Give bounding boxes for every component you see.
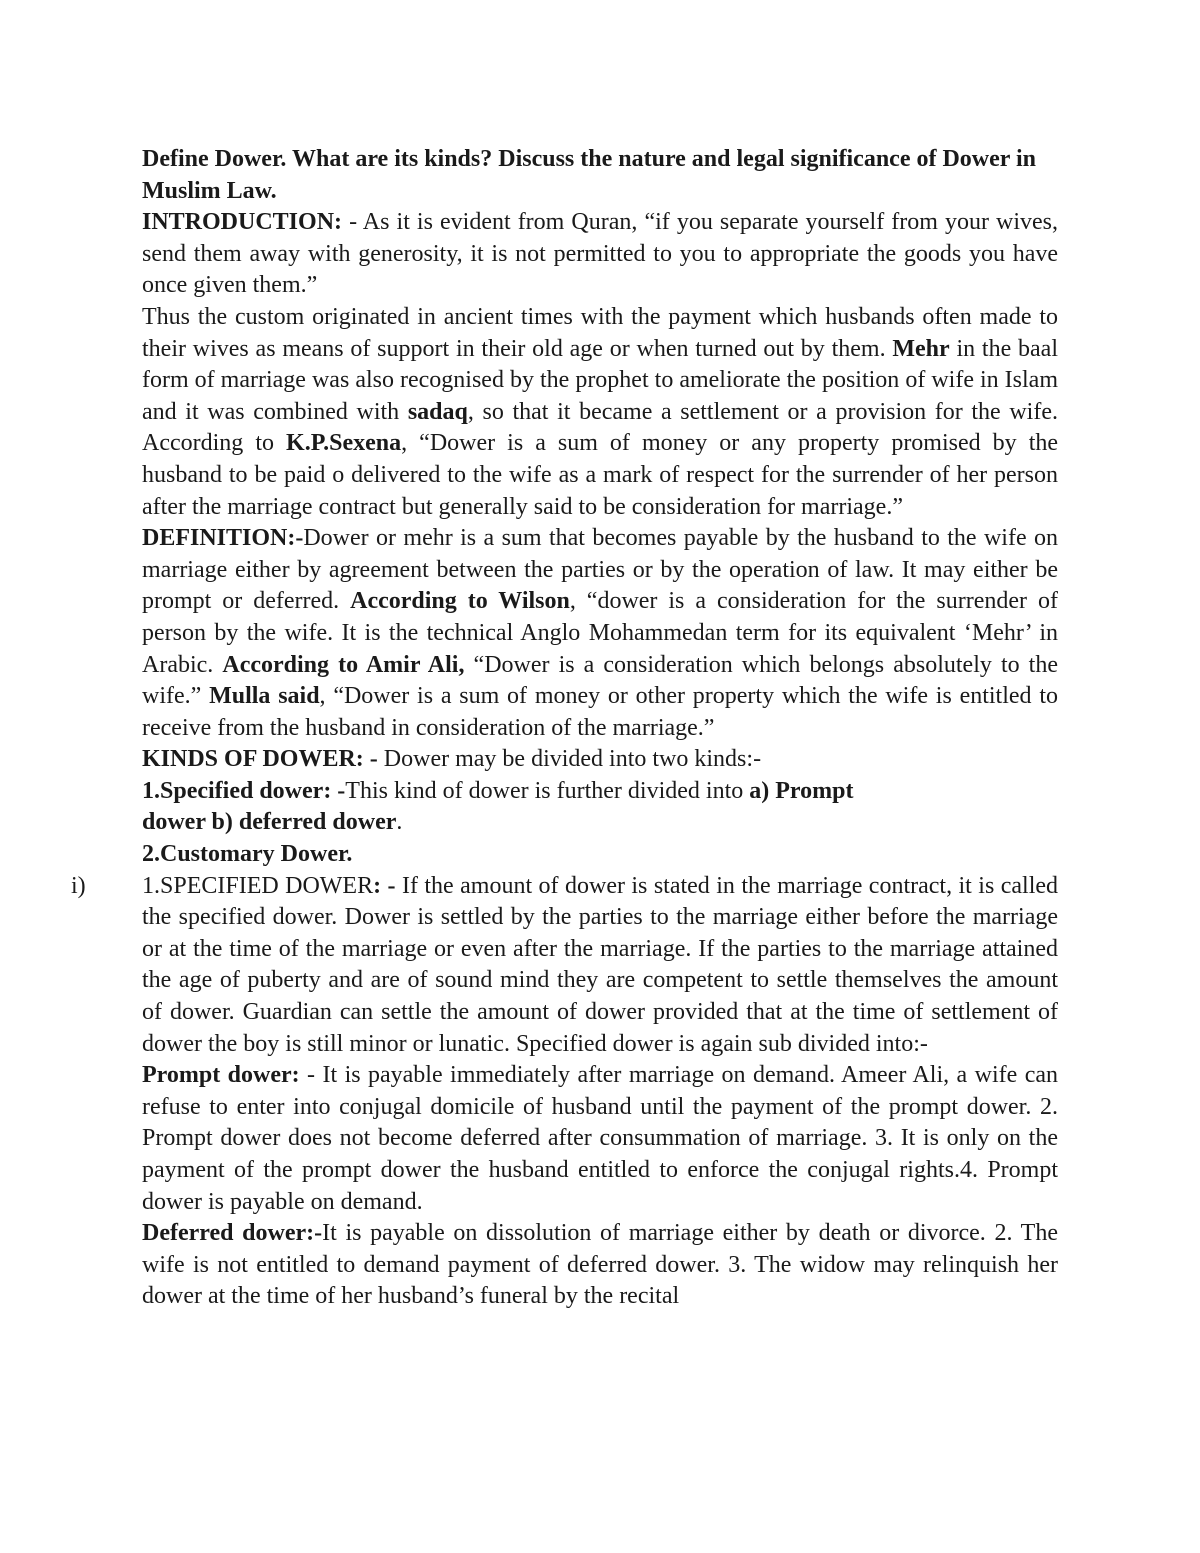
title-text: Define Dower. What are its kinds? Discuss the nature and legal significance of Dower in Muslim Law. [142, 146, 1037, 204]
list-marker: i) [71, 872, 86, 899]
document-body [71, 144, 1059, 1313]
prompt-dower-paragraph [142, 1060, 1058, 1218]
history-text: in the baal form of marriage was also recognised by the prophet to ameliorate the position of wife in Islam and it was combined with [142, 335, 1058, 425]
definition-text: , “dower is a consideration for the surrender of person by the wife. It is the technical Anglo Mohammedan term for its equivalent ‘Mehr’ in Arabic. [142, 588, 1058, 678]
definition-paragraph [142, 523, 1058, 744]
mulla-reference: Mulla said [209, 683, 320, 710]
definition-text: “Dower is a consideration which belongs absolutely to the wife.” [142, 651, 1059, 710]
prompt-dower-text: - It is payable immediately after marriage on demand. Ameer Ali, a wife can refuse to enter into conjugal domicile of husband until the payment of the prompt dower. 2. Prompt dower does not become deferred after consummation of marriage. 3. It is only on the payment of the prompt dower the husband entitled to enforce the conjugal rights.4. Prompt dower is payable on demand. [142, 1062, 1059, 1215]
definition-heading: DEFINITION:- [142, 525, 304, 552]
introduction-paragraph [142, 207, 1058, 302]
deferred-dower-heading: Deferred dower:- [142, 1220, 323, 1247]
amir-ali-reference: According to Amir Ali, [222, 651, 465, 678]
specified-kind-text: . [396, 809, 403, 836]
specified-kind-heading: 1.Specified dower: - [142, 777, 346, 804]
mehr-term: Mehr [892, 335, 950, 362]
prompt-kind-label: a) Prompt [749, 777, 854, 804]
history-text: Thus the custom originated in ancient times with the payment which husbands often made to their wives as means of support in their old age or when turned out by them. [142, 303, 1058, 362]
kinds-paragraph [142, 744, 1058, 776]
deferred-kind-label: dower b) deferred dower [142, 809, 397, 836]
history-text: , “Dower is a sum of money or any property promised by the husband to be paid o delivered to the wife as a mark of respect for the surrender of her person after the marriage contract but generally said to be consideration for marriage.” [142, 430, 1059, 520]
deferred-dower-paragraph [142, 1218, 1058, 1313]
sexena-reference: K.P.Sexena [286, 430, 402, 457]
document-title [142, 144, 1058, 207]
deferred-dower-text: It is payable on dissolution of marriage either by death or divorce. 2. The wife is not entitled to demand payment of deferred dower. 3. The widow may relinquish her dower at the time of her husband’s funeral by the recital [142, 1220, 1058, 1310]
prompt-dower-heading: Prompt dower: [142, 1062, 300, 1089]
wilson-reference: According to Wilson [350, 588, 570, 615]
introduction-text: - As it is evident from Quran, “if you separate yourself from your wives, send them away with generosity, it is not permitted to you to appropriate the goods you have once given them.” [142, 209, 1058, 299]
specified-kind-text: This kind of dower is further divided into [345, 777, 750, 804]
introduction-heading: INTRODUCTION: [142, 209, 343, 236]
kinds-heading: KINDS OF DOWER: - [142, 746, 378, 773]
specified-kind-line [142, 776, 1058, 839]
specified-dower-section [71, 871, 1059, 1061]
definition-text: Dower or mehr is a sum that becomes payable by the husband to the wife on marriage either by agreement between the parties or by the operation of law. It may either be prompt or deferred. [142, 525, 1058, 615]
customary-kind-line [142, 839, 1058, 871]
customary-kind-heading: 2.Customary Dower. [142, 841, 353, 868]
history-paragraph [142, 302, 1058, 523]
specified-dower-paragraph [142, 871, 1058, 1061]
heading-separator: : - [373, 872, 402, 899]
specified-dower-heading: 1.SPECIFIED DOWER [142, 872, 374, 899]
sadaq-term: sadaq [407, 398, 468, 425]
kinds-text: Dower may be divided into two kinds:- [377, 746, 762, 773]
definition-text: , “Dower is a sum of money or other property which the wife is entitled to receive from the husband in consideration of the marriage.” [142, 683, 1058, 741]
history-text: , so that it became a settlement or a provision for the wife. According to [142, 398, 1058, 457]
specified-dower-text: If the amount of dower is stated in the marriage contract, it is called the specified dower. Dower is settled by the parties to the marriage either before the marriage or at the time of the marriage or even after the marriage. If the parties to the marriage attained the age of puberty and are of sound mind they are competent to settle themselves the amount of dower. Guardian can settle the amount of dower provided that at the time of settlement of dower the boy is still minor or lunatic. Specified dower is again sub divided into:- [142, 872, 1059, 1057]
